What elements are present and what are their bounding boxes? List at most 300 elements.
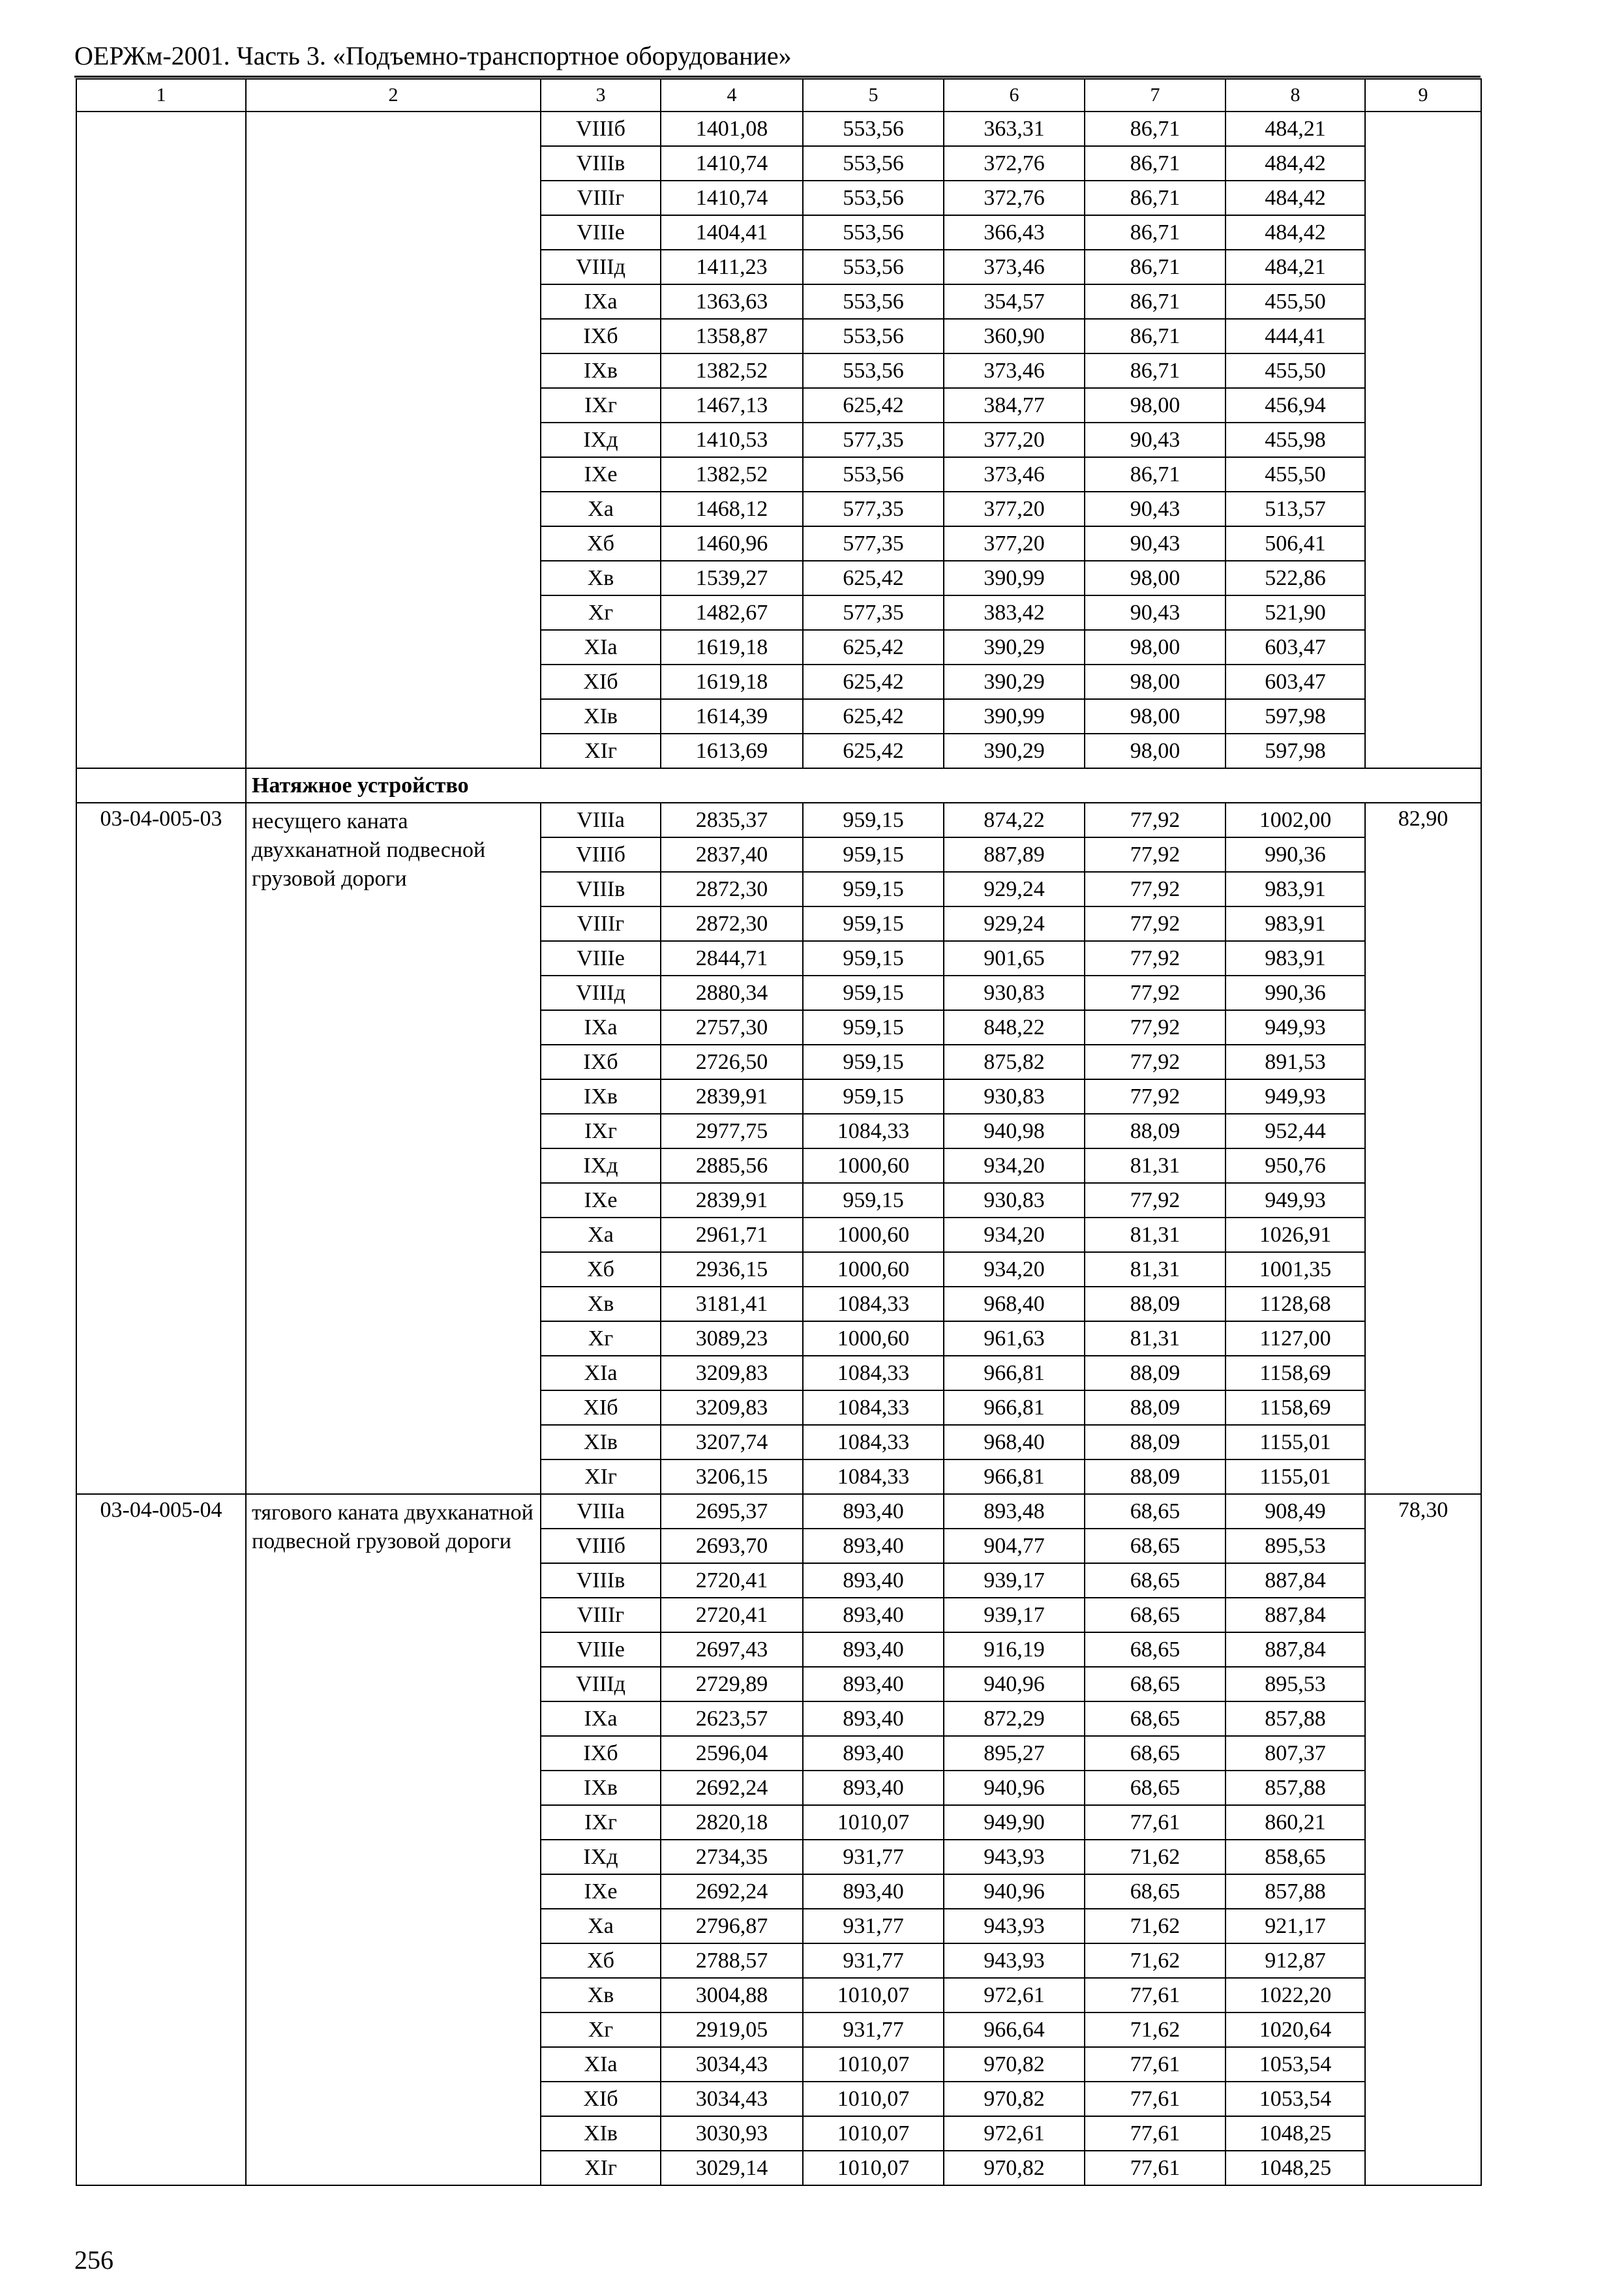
value-cell: 930,83 <box>944 1079 1085 1114</box>
territory-cell: IXа <box>541 1010 661 1045</box>
value-cell: 3207,74 <box>661 1425 803 1459</box>
value-cell: 77,92 <box>1085 872 1226 906</box>
value-cell: 3029,14 <box>661 2151 803 2185</box>
value-cell: 1048,25 <box>1226 2151 1365 2185</box>
value-cell: 1010,07 <box>803 2116 944 2151</box>
value-cell: 88,09 <box>1085 1390 1226 1425</box>
value-cell: 895,27 <box>944 1736 1085 1771</box>
value-cell: 959,15 <box>803 941 944 976</box>
value-cell: 1022,20 <box>1226 1978 1365 2012</box>
value-cell: 86,71 <box>1085 112 1226 146</box>
territory-cell: VIIIб <box>541 1529 661 1563</box>
value-cell: 90,43 <box>1085 492 1226 526</box>
territory-cell: IXв <box>541 1771 661 1805</box>
value-cell: 88,09 <box>1085 1287 1226 1321</box>
value-cell: 88,09 <box>1085 1356 1226 1390</box>
value-cell: 916,19 <box>944 1632 1085 1667</box>
value-cell: 887,84 <box>1226 1563 1365 1598</box>
territory-cell: IXе <box>541 457 661 492</box>
value-cell: 77,92 <box>1085 1045 1226 1079</box>
value-cell: 966,81 <box>944 1356 1085 1390</box>
value-cell: 444,41 <box>1226 319 1365 353</box>
value-cell: 577,35 <box>803 492 944 526</box>
value-cell: 968,40 <box>944 1425 1085 1459</box>
value-cell: 807,37 <box>1226 1736 1365 1771</box>
value-cell: 2695,37 <box>661 1494 803 1529</box>
territory-cell: VIIIг <box>541 906 661 941</box>
value-cell: 893,40 <box>803 1667 944 1701</box>
territory-cell: IXб <box>541 1736 661 1771</box>
value-cell: 959,15 <box>803 1045 944 1079</box>
value-cell: 1084,33 <box>803 1390 944 1425</box>
value-cell: 68,65 <box>1085 1736 1226 1771</box>
value-cell: 373,46 <box>944 353 1085 388</box>
value-cell: 77,92 <box>1085 1183 1226 1218</box>
value-cell: 1053,54 <box>1226 2082 1365 2116</box>
value-cell: 484,42 <box>1226 146 1365 181</box>
territory-cell: IXг <box>541 388 661 423</box>
value-cell: 983,91 <box>1226 872 1365 906</box>
territory-cell: VIIIг <box>541 181 661 215</box>
value-cell: 68,65 <box>1085 1529 1226 1563</box>
value-cell: 3030,93 <box>661 2116 803 2151</box>
value-cell: 893,40 <box>803 1598 944 1632</box>
value-cell: 949,93 <box>1226 1010 1365 1045</box>
value-cell: 872,29 <box>944 1701 1085 1736</box>
value-cell: 972,61 <box>944 2116 1085 2151</box>
value-cell: 1010,07 <box>803 2082 944 2116</box>
value-cell: 1010,07 <box>803 2047 944 2082</box>
territory-cell: Xг <box>541 1321 661 1356</box>
col9-cell: 78,30 <box>1365 1494 1481 2185</box>
value-cell: 625,42 <box>803 388 944 423</box>
territory-cell: XIв <box>541 699 661 734</box>
value-cell: 77,61 <box>1085 2082 1226 2116</box>
value-cell: 921,17 <box>1226 1909 1365 1943</box>
value-cell: 908,49 <box>1226 1494 1365 1529</box>
territory-cell: IXа <box>541 284 661 319</box>
value-cell: 522,86 <box>1226 561 1365 595</box>
territory-cell: XIа <box>541 1356 661 1390</box>
value-cell: 950,76 <box>1226 1148 1365 1183</box>
value-cell: 77,92 <box>1085 941 1226 976</box>
value-cell: 2880,34 <box>661 976 803 1010</box>
value-cell: 1404,41 <box>661 215 803 250</box>
value-cell: 68,65 <box>1085 1874 1226 1909</box>
value-cell: 931,77 <box>803 1840 944 1874</box>
price-table <box>76 78 1482 2186</box>
column-header: 4 <box>661 79 803 112</box>
value-cell: 456,94 <box>1226 388 1365 423</box>
value-cell: 895,53 <box>1226 1667 1365 1701</box>
value-cell: 1358,87 <box>661 319 803 353</box>
value-cell: 86,71 <box>1085 353 1226 388</box>
value-cell: 1010,07 <box>803 1805 944 1840</box>
value-cell: 2936,15 <box>661 1252 803 1287</box>
value-cell: 1613,69 <box>661 734 803 768</box>
value-cell: 2844,71 <box>661 941 803 976</box>
value-cell: 506,41 <box>1226 526 1365 561</box>
territory-cell: Xг <box>541 2012 661 2047</box>
value-cell: 577,35 <box>803 595 944 630</box>
value-cell: 2729,89 <box>661 1667 803 1701</box>
value-cell: 98,00 <box>1085 630 1226 665</box>
territory-cell: XIг <box>541 1459 661 1494</box>
territory-cell: IXд <box>541 1148 661 1183</box>
territory-cell: Xб <box>541 1943 661 1978</box>
value-cell: 86,71 <box>1085 457 1226 492</box>
rate-code-cell: 03-04-005-04 <box>76 1494 246 2185</box>
value-cell: 939,17 <box>944 1563 1085 1598</box>
value-cell: 949,90 <box>944 1805 1085 1840</box>
value-cell: 857,88 <box>1226 1701 1365 1736</box>
value-cell: 553,56 <box>803 319 944 353</box>
value-cell: 1026,91 <box>1226 1218 1365 1252</box>
territory-cell: VIIIд <box>541 976 661 1010</box>
value-cell: 2692,24 <box>661 1874 803 1909</box>
value-cell: 1127,00 <box>1226 1321 1365 1356</box>
territory-cell: IXд <box>541 1840 661 1874</box>
value-cell: 553,56 <box>803 215 944 250</box>
value-cell: 77,61 <box>1085 2151 1226 2185</box>
value-cell: 597,98 <box>1226 734 1365 768</box>
value-cell: 961,63 <box>944 1321 1085 1356</box>
value-cell: 81,31 <box>1085 1148 1226 1183</box>
column-header: 6 <box>944 79 1085 112</box>
value-cell: 2839,91 <box>661 1183 803 1218</box>
table-row <box>76 112 1481 146</box>
value-cell: 1410,74 <box>661 146 803 181</box>
territory-cell: IXв <box>541 353 661 388</box>
value-cell: 2692,24 <box>661 1771 803 1805</box>
value-cell: 2720,41 <box>661 1598 803 1632</box>
value-cell: 625,42 <box>803 734 944 768</box>
value-cell: 2726,50 <box>661 1045 803 1079</box>
value-cell: 893,40 <box>803 1529 944 1563</box>
value-cell: 484,42 <box>1226 215 1365 250</box>
value-cell: 2720,41 <box>661 1563 803 1598</box>
value-cell: 513,57 <box>1226 492 1365 526</box>
value-cell: 1000,60 <box>803 1218 944 1252</box>
value-cell: 970,82 <box>944 2047 1085 2082</box>
value-cell: 1363,63 <box>661 284 803 319</box>
value-cell: 1482,67 <box>661 595 803 630</box>
value-cell: 972,61 <box>944 1978 1085 2012</box>
value-cell: 970,82 <box>944 2082 1085 2116</box>
value-cell: 625,42 <box>803 630 944 665</box>
value-cell: 940,96 <box>944 1874 1085 1909</box>
territory-cell: XIб <box>541 2082 661 2116</box>
column-header: 1 <box>76 79 246 112</box>
value-cell: 966,81 <box>944 1459 1085 1494</box>
territory-cell: VIIIа <box>541 1494 661 1529</box>
value-cell: 484,42 <box>1226 181 1365 215</box>
value-cell: 1000,60 <box>803 1252 944 1287</box>
value-cell: 983,91 <box>1226 906 1365 941</box>
value-cell: 943,93 <box>944 1943 1085 1978</box>
value-cell: 3181,41 <box>661 1287 803 1321</box>
value-cell: 2837,40 <box>661 837 803 872</box>
value-cell: 875,82 <box>944 1045 1085 1079</box>
value-cell: 2693,70 <box>661 1529 803 1563</box>
value-cell: 1401,08 <box>661 112 803 146</box>
territory-cell: XIв <box>541 2116 661 2151</box>
value-cell: 848,22 <box>944 1010 1085 1045</box>
value-cell: 90,43 <box>1085 423 1226 457</box>
value-cell: 943,93 <box>944 1840 1085 1874</box>
value-cell: 2623,57 <box>661 1701 803 1736</box>
value-cell: 3034,43 <box>661 2082 803 2116</box>
value-cell: 2796,87 <box>661 1909 803 1943</box>
value-cell: 934,20 <box>944 1252 1085 1287</box>
rate-name-cell <box>246 112 541 768</box>
value-cell: 3089,23 <box>661 1321 803 1356</box>
value-cell: 1619,18 <box>661 630 803 665</box>
value-cell: 1539,27 <box>661 561 803 595</box>
value-cell: 893,40 <box>803 1494 944 1529</box>
territory-cell: XIб <box>541 1390 661 1425</box>
value-cell: 1010,07 <box>803 2151 944 2185</box>
territory-cell: IXг <box>541 1805 661 1840</box>
value-cell: 959,15 <box>803 1010 944 1045</box>
territory-cell: VIIIв <box>541 872 661 906</box>
value-cell: 98,00 <box>1085 561 1226 595</box>
value-cell: 929,24 <box>944 872 1085 906</box>
value-cell: 625,42 <box>803 561 944 595</box>
territory-cell: Xв <box>541 1287 661 1321</box>
value-cell: 966,64 <box>944 2012 1085 2047</box>
column-number-row <box>76 79 1481 112</box>
value-cell: 383,42 <box>944 595 1085 630</box>
value-cell: 71,62 <box>1085 1909 1226 1943</box>
value-cell: 2839,91 <box>661 1079 803 1114</box>
value-cell: 77,92 <box>1085 803 1226 837</box>
value-cell: 3209,83 <box>661 1356 803 1390</box>
value-cell: 2820,18 <box>661 1805 803 1840</box>
value-cell: 940,96 <box>944 1667 1085 1701</box>
value-cell: 1084,33 <box>803 1287 944 1321</box>
value-cell: 1411,23 <box>661 250 803 284</box>
territory-cell: VIIIв <box>541 146 661 181</box>
value-cell: 88,09 <box>1085 1425 1226 1459</box>
value-cell: 3206,15 <box>661 1459 803 1494</box>
value-cell: 98,00 <box>1085 699 1226 734</box>
value-cell: 455,98 <box>1226 423 1365 457</box>
section-row <box>76 768 1481 803</box>
value-cell: 931,77 <box>803 1943 944 1978</box>
value-cell: 887,89 <box>944 837 1085 872</box>
value-cell: 77,61 <box>1085 2047 1226 2082</box>
value-cell: 949,93 <box>1226 1079 1365 1114</box>
column-header: 8 <box>1226 79 1365 112</box>
value-cell: 88,09 <box>1085 1114 1226 1148</box>
value-cell: 455,50 <box>1226 353 1365 388</box>
value-cell: 990,36 <box>1226 837 1365 872</box>
territory-cell: IXд <box>541 423 661 457</box>
territory-cell: XIв <box>541 1425 661 1459</box>
value-cell: 2961,71 <box>661 1218 803 1252</box>
value-cell: 2697,43 <box>661 1632 803 1667</box>
header-rule <box>74 76 1481 78</box>
column-header: 5 <box>803 79 944 112</box>
value-cell: 90,43 <box>1085 595 1226 630</box>
value-cell: 893,40 <box>803 1701 944 1736</box>
value-cell: 931,77 <box>803 1909 944 1943</box>
value-cell: 893,40 <box>803 1632 944 1667</box>
value-cell: 377,20 <box>944 423 1085 457</box>
column-header: 3 <box>541 79 661 112</box>
territory-cell: Xа <box>541 1218 661 1252</box>
value-cell: 1468,12 <box>661 492 803 526</box>
table-body <box>76 112 1481 2185</box>
value-cell: 1410,74 <box>661 181 803 215</box>
value-cell: 77,61 <box>1085 1978 1226 2012</box>
value-cell: 858,65 <box>1226 1840 1365 1874</box>
territory-cell: VIIIд <box>541 250 661 284</box>
value-cell: 959,15 <box>803 1183 944 1218</box>
value-cell: 455,50 <box>1226 284 1365 319</box>
value-cell: 360,90 <box>944 319 1085 353</box>
value-cell: 1382,52 <box>661 353 803 388</box>
value-cell: 553,56 <box>803 457 944 492</box>
value-cell: 966,81 <box>944 1390 1085 1425</box>
value-cell: 81,31 <box>1085 1321 1226 1356</box>
value-cell: 603,47 <box>1226 630 1365 665</box>
value-cell: 891,53 <box>1226 1045 1365 1079</box>
value-cell: 377,20 <box>944 492 1085 526</box>
value-cell: 931,77 <box>803 2012 944 2047</box>
running-header: ОЕРЖм-2001. Часть 3. «Подъемно-транспортное оборудование» <box>74 41 792 70</box>
territory-cell: VIIIв <box>541 1563 661 1598</box>
rate-name-cell: тягового каната двухканатной подвесной грузовой дороги <box>246 1494 541 2185</box>
value-cell: 98,00 <box>1085 734 1226 768</box>
territory-cell: XIб <box>541 665 661 699</box>
value-cell: 88,09 <box>1085 1459 1226 1494</box>
value-cell: 86,71 <box>1085 181 1226 215</box>
territory-cell: Xг <box>541 595 661 630</box>
value-cell: 1155,01 <box>1226 1425 1365 1459</box>
value-cell: 1002,00 <box>1226 803 1365 837</box>
value-cell: 949,93 <box>1226 1183 1365 1218</box>
value-cell: 68,65 <box>1085 1598 1226 1632</box>
value-cell: 77,92 <box>1085 1010 1226 1045</box>
value-cell: 1158,69 <box>1226 1390 1365 1425</box>
value-cell: 390,99 <box>944 699 1085 734</box>
value-cell: 1010,07 <box>803 1978 944 2012</box>
value-cell: 86,71 <box>1085 319 1226 353</box>
territory-cell: VIIIа <box>541 803 661 837</box>
value-cell: 625,42 <box>803 699 944 734</box>
value-cell: 553,56 <box>803 250 944 284</box>
value-cell: 887,84 <box>1226 1598 1365 1632</box>
value-cell: 860,21 <box>1226 1805 1365 1840</box>
value-cell: 577,35 <box>803 423 944 457</box>
value-cell: 1155,01 <box>1226 1459 1365 1494</box>
value-cell: 1467,13 <box>661 388 803 423</box>
value-cell: 390,29 <box>944 734 1085 768</box>
value-cell: 1020,64 <box>1226 2012 1365 2047</box>
value-cell: 68,65 <box>1085 1494 1226 1529</box>
value-cell: 959,15 <box>803 837 944 872</box>
value-cell: 940,98 <box>944 1114 1085 1148</box>
value-cell: 373,46 <box>944 250 1085 284</box>
value-cell: 959,15 <box>803 872 944 906</box>
value-cell: 893,48 <box>944 1494 1085 1529</box>
value-cell: 1084,33 <box>803 1459 944 1494</box>
value-cell: 959,15 <box>803 1079 944 1114</box>
value-cell: 455,50 <box>1226 457 1365 492</box>
rate-code-cell <box>76 112 246 768</box>
territory-cell: VIIIе <box>541 215 661 250</box>
value-cell: 893,40 <box>803 1771 944 1805</box>
territory-cell: IXа <box>541 1701 661 1736</box>
value-cell: 384,77 <box>944 388 1085 423</box>
value-cell: 1001,35 <box>1226 1252 1365 1287</box>
value-cell: 77,92 <box>1085 1079 1226 1114</box>
value-cell: 68,65 <box>1085 1771 1226 1805</box>
value-cell: 577,35 <box>803 526 944 561</box>
value-cell: 3209,83 <box>661 1390 803 1425</box>
value-cell: 372,76 <box>944 181 1085 215</box>
value-cell: 377,20 <box>944 526 1085 561</box>
value-cell: 1084,33 <box>803 1425 944 1459</box>
value-cell: 857,88 <box>1226 1874 1365 1909</box>
value-cell: 970,82 <box>944 2151 1085 2185</box>
territory-cell: Xв <box>541 1978 661 2012</box>
value-cell: 2596,04 <box>661 1736 803 1771</box>
value-cell: 930,83 <box>944 1183 1085 1218</box>
value-cell: 86,71 <box>1085 146 1226 181</box>
value-cell: 68,65 <box>1085 1701 1226 1736</box>
value-cell: 934,20 <box>944 1148 1085 1183</box>
value-cell: 373,46 <box>944 457 1085 492</box>
territory-cell: VIIIг <box>541 1598 661 1632</box>
value-cell: 68,65 <box>1085 1632 1226 1667</box>
value-cell: 77,92 <box>1085 906 1226 941</box>
value-cell: 939,17 <box>944 1598 1085 1632</box>
value-cell: 553,56 <box>803 181 944 215</box>
territory-cell: IXб <box>541 319 661 353</box>
value-cell: 354,57 <box>944 284 1085 319</box>
value-cell: 98,00 <box>1085 665 1226 699</box>
table-row <box>76 803 1481 837</box>
territory-cell: IXб <box>541 1045 661 1079</box>
value-cell: 553,56 <box>803 112 944 146</box>
section-title: Натяжное устройство <box>252 773 469 798</box>
value-cell: 68,65 <box>1085 1563 1226 1598</box>
value-cell: 90,43 <box>1085 526 1226 561</box>
value-cell: 390,29 <box>944 665 1085 699</box>
territory-cell: VIIIб <box>541 112 661 146</box>
value-cell: 968,40 <box>944 1287 1085 1321</box>
section-code-cell <box>76 768 246 803</box>
table-row <box>76 1494 1481 1529</box>
value-cell: 893,40 <box>803 1563 944 1598</box>
value-cell: 2734,35 <box>661 1840 803 1874</box>
value-cell: 1084,33 <box>803 1114 944 1148</box>
value-cell: 1614,39 <box>661 699 803 734</box>
territory-cell: IXе <box>541 1874 661 1909</box>
value-cell: 484,21 <box>1226 112 1365 146</box>
value-cell: 934,20 <box>944 1218 1085 1252</box>
value-cell: 390,29 <box>944 630 1085 665</box>
value-cell: 1128,68 <box>1226 1287 1365 1321</box>
rate-code-cell: 03-04-005-03 <box>76 803 246 1494</box>
value-cell: 912,87 <box>1226 1943 1365 1978</box>
value-cell: 2757,30 <box>661 1010 803 1045</box>
value-cell: 77,92 <box>1085 976 1226 1010</box>
territory-cell: Xа <box>541 492 661 526</box>
